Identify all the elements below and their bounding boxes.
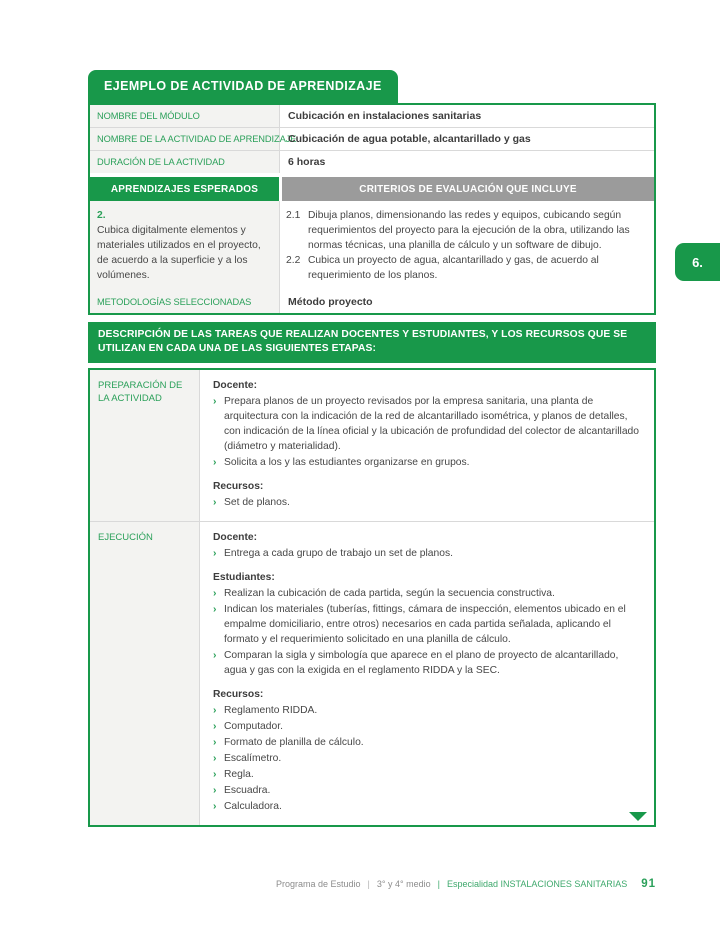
activity-sheet xyxy=(88,70,656,827)
bullet-icon: › xyxy=(213,753,217,764)
list-item xyxy=(213,546,640,561)
aprendizaje-content-row xyxy=(90,201,654,291)
footer-nivel: 3° y 4° medio xyxy=(376,879,431,889)
bullet-list xyxy=(213,546,640,561)
item-text: Comparan la sigla y simbología que aparece en el plano de proyecto de alcantarillado, agua y gas con la exigida en el reglamento RIDDA y la SEC. xyxy=(224,650,619,676)
item-text: Prepara planos de un proyecto revisados por la empresa sanitaria, una planta de arquitectura con la indicación de la red de alcantarillado isométrica, y planos de detalles, con indicación de la línea oficial y la ubicación de profundidad del colector de alcantarillado (diámetro y materialidad). xyxy=(224,396,640,452)
etapa-ejecucion-label: EJECUCIÓN xyxy=(90,522,200,825)
module-name-value: Cubicación en instalaciones sanitarias xyxy=(288,110,482,122)
activity-name-value: Cubicación de agua potable, alcantarillado y gas xyxy=(288,133,531,145)
bloque-titulo: Recursos: xyxy=(213,689,264,700)
bloque-titulo: Estudiantes: xyxy=(213,572,275,583)
activity-name-label: NOMBRE DE LA ACTIVIDAD DE APRENDIZAJE xyxy=(90,128,280,150)
etapa-ejecucion-body xyxy=(200,522,654,825)
criterio-numero: 2.2 xyxy=(286,255,301,266)
bullet-icon: › xyxy=(213,604,217,615)
bullet-icon: › xyxy=(213,650,217,661)
bullet-icon: › xyxy=(213,721,217,732)
bullet-icon: › xyxy=(213,737,217,748)
aprendizajes-header-row xyxy=(90,177,654,201)
item-text: Computador. xyxy=(224,721,283,732)
bullet-icon: › xyxy=(213,548,217,559)
bullet-icon: › xyxy=(213,497,217,508)
table-row xyxy=(90,150,654,173)
activity-info-table xyxy=(88,103,656,315)
aprendizaje-esperado-cell xyxy=(90,201,280,291)
bullet-icon: › xyxy=(213,705,217,716)
duration-value: 6 horas xyxy=(288,156,326,168)
etapa-ejecucion-row xyxy=(90,521,654,825)
criterios-cell xyxy=(280,201,654,291)
criterio-texto: Cubica un proyecto de agua, alcantarillado y gas, de acuerdo al requerimiento de los planos. xyxy=(308,255,599,281)
list-item xyxy=(213,751,640,766)
bullet-list xyxy=(213,495,640,510)
metodologias-row xyxy=(90,291,654,313)
list-item xyxy=(213,586,640,601)
list-item xyxy=(213,394,640,454)
bloque-titulo: Docente: xyxy=(213,380,258,391)
bullet-icon: › xyxy=(213,588,217,599)
etapas-table xyxy=(88,368,656,827)
section-number-tab: 6. xyxy=(675,243,720,281)
item-text: Entrega a cada grupo de trabajo un set de planos. xyxy=(224,548,453,559)
list-item xyxy=(213,719,640,734)
duration-label: DURACIÓN DE LA ACTIVIDAD xyxy=(90,151,280,173)
list-item xyxy=(213,767,640,782)
item-text: Solicita a los y las estudiantes organizarse en grupos. xyxy=(224,457,470,468)
item-text: Set de planos. xyxy=(224,497,290,508)
item-text: Realizan la cubicación de cada partida, según la secuencia constructiva. xyxy=(224,588,555,599)
list-item xyxy=(213,703,640,718)
page-title: EJEMPLO DE ACTIVIDAD DE APRENDIZAJE xyxy=(88,70,398,103)
bullet-icon: › xyxy=(213,769,217,780)
page-number: 91 xyxy=(641,878,656,890)
metodologias-label: METODOLOGÍAS SELECCIONADAS xyxy=(90,291,280,313)
footer-separator: | xyxy=(437,879,440,889)
bullet-icon: › xyxy=(213,785,217,796)
list-item xyxy=(213,455,640,470)
descripcion-tareas-banner: DESCRIPCIÓN DE LAS TAREAS QUE REALIZAN DOCENTES Y ESTUDIANTES, Y LOS RECURSOS QUE SE UTILIZAN EN CADA UNA DE LAS SIGUIENTES ETAPAS: xyxy=(88,322,656,363)
etapa-preparacion-row xyxy=(90,370,654,521)
list-item xyxy=(213,799,640,814)
criterios-evaluacion-header: CRITERIOS DE EVALUACIÓN QUE INCLUYE xyxy=(282,177,654,201)
table-row xyxy=(90,105,654,127)
criterio-texto: Dibuja planos, dimensionando las redes y equipos, cubicando según requerimientos del proyecto para la ejecución de la obra, utilizando las normas técnicas, una planilla de cálculo y un software de dibujo. xyxy=(308,210,630,251)
footer-especialidad: Especialidad INSTALACIONES SANITARIAS xyxy=(446,879,628,889)
aprendizajes-esperados-header: APRENDIZAJES ESPERADOS xyxy=(90,177,279,201)
item-text: Reglamento RIDDA. xyxy=(224,705,318,716)
list-item xyxy=(213,495,640,510)
list-item xyxy=(213,648,640,678)
criterio-item xyxy=(286,208,645,253)
criterio-item xyxy=(286,253,645,283)
item-text: Escuadra. xyxy=(224,785,271,796)
footer-programa: Programa de Estudio xyxy=(276,879,361,889)
bullet-icon: › xyxy=(213,457,217,468)
objetivo-numero: 2. xyxy=(97,210,106,221)
bullet-icon: › xyxy=(213,801,217,812)
item-text: Indican los materiales (tuberías, fittings, cámara de inspección, elementos ubicado en el empalme domiciliario, entre otros) necesarios en cada partida señalada, aplicando el formato y el requerimiento solicitado en una planilla de cálculo. xyxy=(224,604,626,645)
list-item xyxy=(213,783,640,798)
etapa-preparacion-label: PREPARACIÓN DE LA ACTIVIDAD xyxy=(90,370,200,521)
list-item xyxy=(213,735,640,750)
item-text: Formato de planilla de cálculo. xyxy=(224,737,364,748)
table-row xyxy=(90,127,654,150)
item-text: Calculadora. xyxy=(224,801,282,812)
footer-separator: | xyxy=(367,879,370,889)
bloque-titulo: Recursos: xyxy=(213,481,264,492)
metodologias-value: Método proyecto xyxy=(288,296,373,308)
bullet-list xyxy=(213,394,640,470)
item-text: Escalímetro. xyxy=(224,753,282,764)
bullet-list xyxy=(213,703,640,814)
bullet-icon: › xyxy=(213,396,217,407)
list-item xyxy=(213,602,640,647)
continuation-arrow-icon xyxy=(629,812,647,821)
bloque-titulo: Docente: xyxy=(213,532,258,543)
item-text: Regla. xyxy=(224,769,254,780)
criterio-numero: 2.1 xyxy=(286,210,301,221)
objetivo-texto: Cubica digitalmente elementos y materiales utilizados en el proyecto, de acuerdo a la superficie y a los volúmenes. xyxy=(97,225,261,281)
page-footer xyxy=(276,878,656,890)
etapa-preparacion-body xyxy=(200,370,654,521)
bullet-list xyxy=(213,586,640,678)
module-name-label: NOMBRE DEL MÓDULO xyxy=(90,105,280,127)
